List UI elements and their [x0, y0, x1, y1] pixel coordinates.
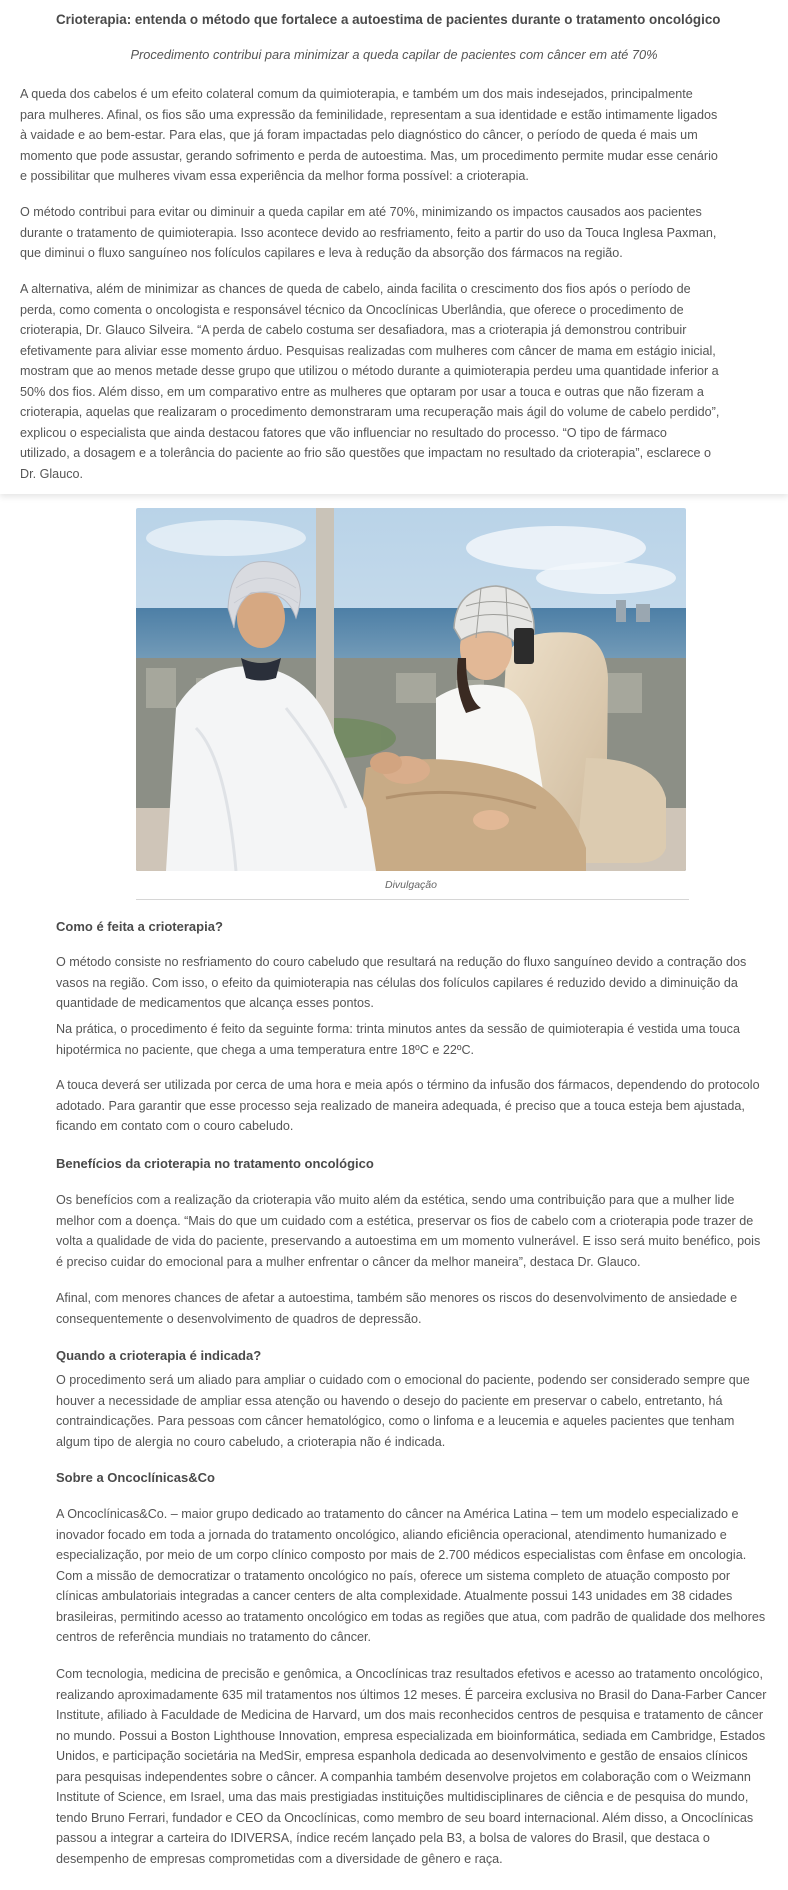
- section-beneficios-paragraph-1: Os benefícios com a realização da crioterapia vão muito além da estética, sendo uma contribuição para que a mulher lide melhor com a doença. “Mais do que um cuidado com a estética, preservar os fios de cabelo com a crioterapia pode trazer de volta a qualidade de vida do paciente, preservando a autoestima em um momento vulnerável. E isso será muito benéfico, pois é preciso cuidar do emocional para a mulher enfrentar o câncer da melhor maneira”, destaca Dr. Glauco.: [56, 1193, 761, 1269]
- intro-paragraph-2: O método contribui para evitar ou diminuir a queda capilar em até 70%, minimizando os impactos causados aos pacientes durante o tratamento de quimioterapia. Isso acontece devido ao resfriamento, feito a partir do uso da Touca Inglesa Paxman, que diminui o fluxo sanguíneo nos folículos capilares e leva à redução da absorção dos fármacos na região.: [20, 205, 717, 260]
- caption-divider: [136, 899, 689, 900]
- section-sobre-paragraph-2: Com tecnologia, medicina de precisão e genômica, a Oncoclínicas traz resultados efetivos e acesso ao tratamento oncológico, realizando aproximadamente 635 mil tratamentos nos últimos 12 meses. É parceira exclusiva no Brasil do Dana-Farber Cancer Institute, afiliado à Faculdade de Medicina de Harvard, um dos mais reconhecidos centros de pesquisa e tratamento de câncer no mundo. Possui a Boston Lighthouse Innovation, empresa especializada em bioinformática, sediada em Cambridge, Estados Unidos, e participação societária na MedSir, empresa espanhola dedicada ao desenvolvimento e gestão de ensaios clínicos para pesquisas independentes sobre o câncer. A companhia também desenvolve projetos em colaboração com o Weizmann Institute of Science, em Israel, uma das mais prestigiadas instituições multidisciplinares de ciência e de pesquisa do mundo, tendo Bruno Ferrari, fundador e CEO da Oncoclínicas, como membro de seu board internacional. Além disso, a Oncoclínicas passou a integrar a carteira do IDIVERSA, índice recém lançado pela B3, a bolsa de valores do Brasil, que destaca o desempenho de empresas comprometidas com a diversidade de gênero e raça.: [56, 1667, 767, 1866]
- section-heading-beneficios: Benefícios da crioterapia no tratamento oncológico: [56, 1156, 374, 1171]
- section-como-paragraph-1: O método consiste no resfriamento do couro cabeludo que resultará na redução do fluxo sanguíneo devido a contração dos vasos na região. Com isso, o efeito da quimioterapia nas células dos folículos capilares é reduzido devido a diminuição da quantidade de medicamentos que alcança esses pontos.: [56, 955, 747, 1010]
- section-heading-sobre: Sobre a Oncoclínicas&Co: [56, 1470, 215, 1485]
- intro-paragraph-1: A queda dos cabelos é um efeito colateral comum da quimioterapia, e também um dos mais indesejados, principalmente para mulheres. Afinal, os fios são uma expressão da feminilidade, representam a sua identidade e estão intimamente ligados à vaidade e ao bem-estar. Para elas, que já foram impactadas pelo diagnóstico do câncer, o período de queda é mais um momento que pode assustar, gerando sofrimento e perda de autoestima. Mas, um procedimento permite mudar esse cenário e possibilitar que mulheres vivam essa experiência da melhor forma possível: a crioterapia.: [20, 87, 718, 183]
- section-heading-indicacao: Quando a crioterapia é indicada?: [56, 1348, 262, 1363]
- article-subtitle: Procedimento contribui para minimizar a queda capilar de pacientes com câncer em até 70%: [130, 47, 658, 62]
- intro-paragraph-3: A alternativa, além de minimizar as chances de queda de cabelo, ainda facilita o crescimento dos fios após o período de perda, como comenta o oncologista e responsável técnico da Oncoclínicas Uberlândia, que oferece o procedimento de crioterapia, Dr. Glauco Silveira. “A perda de cabelo costuma ser desafiadora, mas a crioterapia já demonstrou contribuir efetivamente para aliviar esse momento árduo. Pesquisas realizadas com mulheres com câncer de mama em estágio inicial, mostram que ao menos metade desse grupo que utilizou o método durante a quimioterapia perdeu uma quantidade inferior a 50% dos fios. Além disso, em um comparativo entre as mulheres que optaram por usar a touca e outras que não fizeram a crioterapia, aquelas que realizaram o procedimento demonstraram uma recuperação mais ágil do volume de cabelo perdido”, explicou o especialista que ainda destacou fatores que vão influenciar no resultado do processo. “O tipo de fármaco utilizado, a dosagem e a tolerância do paciente ao frio são questões que impactam no resultado da crioterapia”, esclarece o Dr. Glauco.: [20, 282, 720, 481]
- article-header-block: [0, 0, 788, 494]
- image-caption: Divulgação: [385, 879, 437, 891]
- section-beneficios-paragraph-2: Afinal, com menores chances de afetar a autoestima, também são menores os riscos do desenvolvimento de ansiedade e consequentemente o desenvolvimento de quadros de depressão.: [56, 1291, 738, 1326]
- section-sobre-paragraph-1: A Oncoclínicas&Co. – maior grupo dedicado ao tratamento do câncer na América Latina – tem um modelo especializado e inovador focado em toda a jornada do tratamento oncológico, aliando eficiência operacional, atendimento humanizado e especialização, por meio de um corpo clínico composto por mais de 2.700 médicos especialistas com ênfase em oncologia. Com a missão de democratizar o tratamento oncológico no país, oferece um sistema completo de atuação composto por clínicas ambulatoriais integradas a cancer centers de alta complexidade. Atualmente possui 143 unidades em 38 cidades brasileiras, permitindo acesso ao tratamento oncológico em todas as regiões que atua, com padrão de qualidade dos melhores centros de referência mundiais no tratamento do câncer.: [56, 1507, 766, 1644]
- section-indicacao-paragraph-1: O procedimento será um aliado para ampliar o cuidado com o emocional do paciente, podendo ser considerado sempre que houver a necessidade de ampliar essa atenção ou havendo o desejo do paciente em preservar o cabelo, entretanto, há contraindicações. Para pessoas com câncer hematológico, como o linfoma e a leucemia e aqueles pacientes que tenham algum tipo de alergia no couro cabeludo, a crioterapia não é indicada.: [56, 1373, 750, 1449]
- section-como-paragraph-2: Na prática, o procedimento é feito da seguinte forma: trinta minutos antes da sessão de quimioterapia é vestida uma touca hipotérmica no paciente, que chega a uma temperatura entre 18ºC e 22ºC.: [56, 1022, 740, 1057]
- article-title: Crioterapia: entenda o método que fortalece a autoestima de pacientes durante o tratamento oncológico: [56, 12, 721, 27]
- section-heading-como: Como é feita a crioterapia?: [56, 919, 223, 934]
- section-como-paragraph-3: A touca deverá ser utilizada por cerca de uma hora e meia após o término da infusão dos fármacos, dependendo do protocolo adotado. Para garantir que esse processo seja realizado de maneira adequada, é preciso que a touca esteja bem ajustada, ficando em contato com o couro cabeludo.: [56, 1078, 760, 1133]
- article-photo: [136, 508, 686, 871]
